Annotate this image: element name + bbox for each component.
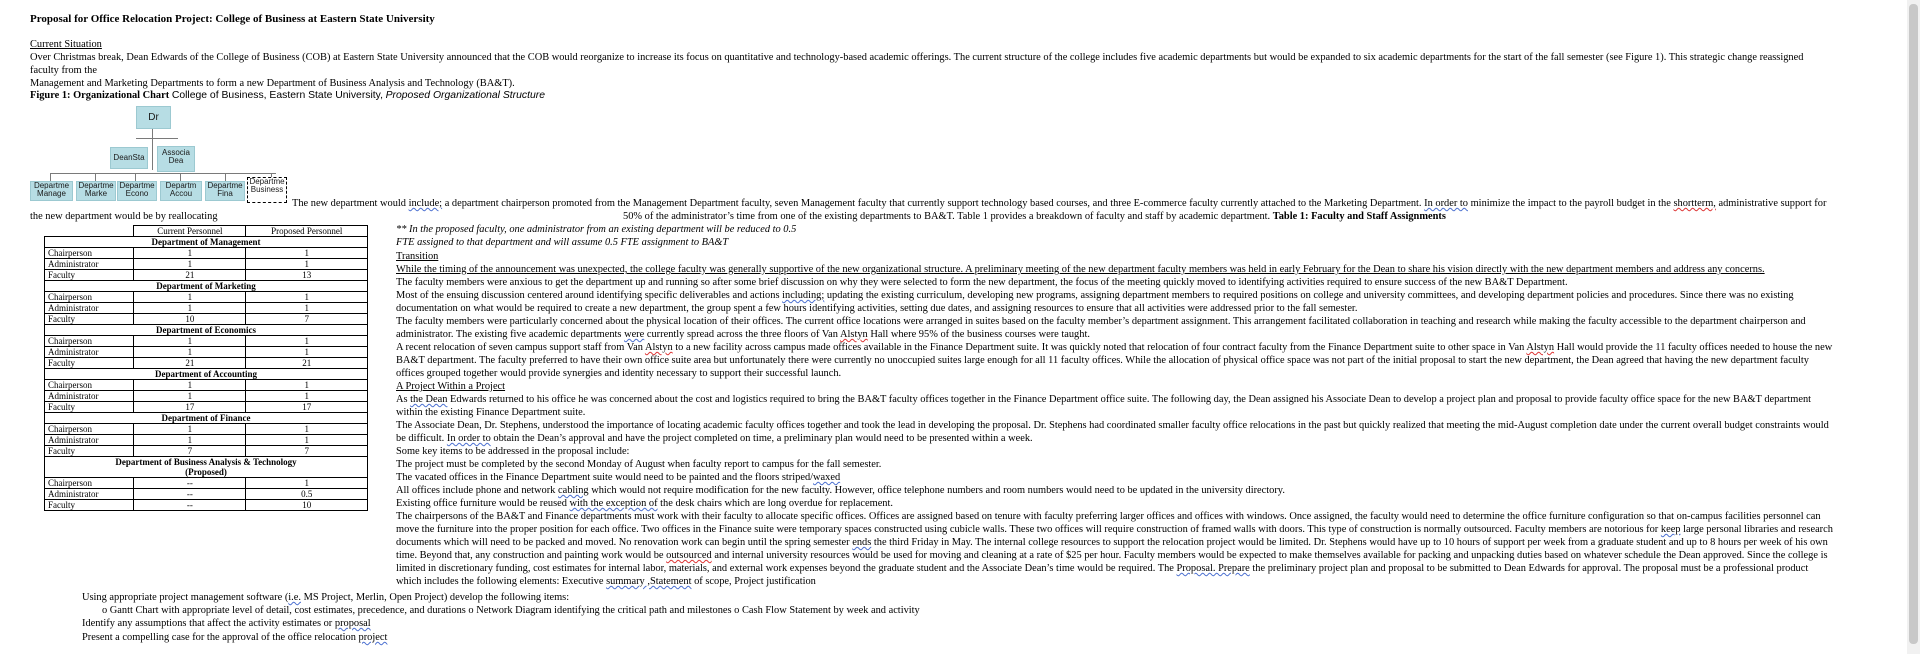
table-row [45, 500, 368, 511]
table-cell: Chairperson [45, 478, 134, 489]
table-cell: Faculty [45, 402, 134, 413]
paragraph-line: Identify any assumptions that affect the activity estimates or proposal [82, 618, 371, 629]
paragraph-line: Over Christmas break, Dean Edwards of the College of Business (COB) at Eastern State University announced that the COB would reorganize to increase its focus on quantitative and technology-based academic offerings. The current structure of the college includes five academic departments but would be expanded to six academic departments for the start of the fall semester (see Figure 1). This strategic change reassigned [30, 52, 1804, 63]
paragraph-line: The faculty members were particularly concerned about the physical location of their offices. The current office locations were arranged in suites based on the faculty member’s department assignment. This arrangement facilitated collaboration in teaching and research while making the faculty accessible to the department chairperson and [396, 316, 1806, 327]
vertical-scrollbar[interactable] [1907, 0, 1920, 654]
table-cell: 1 [134, 347, 246, 358]
section-name: Department of Accounting [155, 369, 257, 379]
table-row [45, 336, 368, 347]
table-cell: Faculty [45, 500, 134, 511]
paragraph-line: The faculty members were anxious to get the department up and running so after some brief discussion on why they were selected to form the new department, the focus of the meeting quickly moved to identifying activities required to ensure success of the new BA&T Department. [396, 277, 1568, 288]
paragraph-line: move the furniture into the proper position for each office. Two offices in the Finance suite were temporary spaces constructed using cubicle walls. These two offices will require construction of framed walls with doors. This type of construction is normally outsourced. Faculty members are notorious for keep large personal libraries and research [396, 524, 1833, 535]
table-cell: -- [134, 489, 246, 500]
table-row [45, 248, 368, 259]
org-box-dept-management: Departme Manage [30, 181, 73, 201]
paragraph-line: A recent relocation of seven campus support staff from Van Alstyn to a new facility across campus made offices available in the Finance Department suite. It was quickly noted that relocation of four contract faculty from the Finance Department suite to other space in Van Alstyn Hall would provide the 11 faculty offices needed to house the new [396, 342, 1833, 353]
table-row [45, 489, 368, 500]
transition-heading: Transition [396, 251, 439, 262]
section-name: Department of Management [151, 237, 261, 247]
table-cell: 7 [134, 446, 246, 457]
table-row [45, 435, 368, 446]
table-section-row [45, 281, 368, 292]
paragraph-line: limited in discretionary funding, cost estimates for internal labor, materials, and external work expenses beyond the graduate student and the Associate Dean’s time would be required. The Proposal. Prepare the preliminary project plan and proposal to be submitted to Dean Edwards for approval. The proposal must be a professional product [396, 563, 1809, 574]
table-cell: 10 [134, 314, 246, 325]
table-cell: Chairperson [45, 292, 134, 303]
table-row [45, 380, 368, 391]
table-cell: 1 [134, 391, 246, 402]
table-row [45, 303, 368, 314]
table-row [45, 292, 368, 303]
table-cell: Faculty [45, 314, 134, 325]
table-cell: 1 [246, 303, 368, 314]
table-cell: 17 [246, 402, 368, 413]
table-cell: 1 [246, 259, 368, 270]
table-cell: Faculty [45, 358, 134, 369]
paragraph-line: Using appropriate project management software (i.e. MS Project, Merlin, Open Project) develop the following items: [82, 592, 570, 603]
table-cell: 1 [246, 347, 368, 358]
section-name: Department of Marketing [156, 281, 256, 291]
table-section-title [45, 281, 368, 292]
table-cell: 7 [246, 314, 368, 325]
paragraph-line: The Associate Dean, Dr. Stephens, understood the importance of locating academic faculty offices together and took the lead in developing the proposal. Dr. Stephens had coordinated smaller faculty office relocations in the past but quickly realized that meeting the mid-August completion date under the current overall budget constraints would [396, 420, 1829, 431]
paragraph-line: The new department would include; a department chairperson promoted from the Management Department faculty, seven Management faculty that currently support technology based courses, and three E-commerce faculty currently attached to the Marketing Department. In order to minimize the impact to the payroll budget in the shortterm, administrative support for [292, 198, 1827, 209]
table-cell: 1 [246, 248, 368, 259]
org-box-dean-staff: DeanSta [110, 147, 148, 169]
table-row [45, 446, 368, 457]
paragraph-line: offices grouped together would provide synergies and identity necessary to support their successful launch. [396, 368, 842, 379]
paragraph-line: The chairpersons of the BA&T and Finance departments must work with their faculty to allocate specific offices. Offices are assigned based on tenure with faculty preferring larger offices and offices with windows. Once assigned, the faculty would need to determine the office furniture configuration so that on-campus facilities personnel can [396, 511, 1821, 522]
paragraph-line: 50% of the administrator’s time from one of the existing departments to BA&T. Table 1 provides a breakdown of faculty and staff by academic department. Table 1: Faculty and Staff Assignments [623, 211, 1446, 222]
paragraph-line: Existing office furniture would be reused with the exception of the desk chairs which are long overdue for replacement. [396, 498, 893, 509]
table-cell: 21 [134, 358, 246, 369]
paragraph-line: Present a compelling case for the approval of the office relocation project [82, 632, 388, 643]
table-cell: -- [134, 500, 246, 511]
table-cell: 13 [246, 270, 368, 281]
table-cell: 1 [246, 478, 368, 489]
paragraph-line: o Gantt Chart with appropriate level of detail, cost estimates, precedence, and durations o Network Diagram identifying the critical path and milestones o Cash Flow Statement by week and activity [102, 605, 920, 616]
paragraph-line: Some key items to be addressed in the proposal include: [396, 446, 630, 457]
footnote: FTE assigned to that department and will assume 0.5 FTE assignment to BA&T [396, 237, 729, 248]
paragraph-line: within the existing Finance Department suite. [396, 407, 586, 418]
table-row [45, 270, 368, 281]
table-cell: 1 [246, 435, 368, 446]
paragraph-line: Most of the ensuing discussion centered around identifying specific deliverables and actions including; updating the existing curriculum, developing new programs, assigning department members to required positions on college and university committees, and developing department policies and procedures. Since there was no existing [396, 290, 1794, 301]
table-cell: Faculty [45, 446, 134, 457]
table-cell: 1 [134, 424, 246, 435]
paragraph-line: be difficult. In order to obtain the Dean’s approval and have the project completed on time, a preliminary plan would need to be presented within a week. [396, 433, 1033, 444]
table-section-row [45, 325, 368, 336]
table-section-row [45, 413, 368, 424]
table-cell: 21 [246, 358, 368, 369]
paragraph-line: BA&T department. The faculty preferred to have their own office suite area but unfortunately there were currently no unoccupied suites large enough for all 11 faculty offices. While the allocation of physical office space was not part of the initial proposal to start the new department, the Dean agreed that having the new department faculty [396, 355, 1809, 366]
table-cell: 1 [134, 292, 246, 303]
table-header-cell: Current Personnel [134, 226, 246, 237]
table-cell: 1 [134, 435, 246, 446]
table-cell: 7 [246, 446, 368, 457]
table-cell: 1 [246, 292, 368, 303]
table-cell: 21 [134, 270, 246, 281]
paragraph-line: Management and Marketing Departments to form a new Department of Business Analysis and Technology (BA&T). [30, 78, 515, 89]
table-cell: 1 [246, 424, 368, 435]
document-title: Proposal for Office Relocation Project: College of Business at Eastern State University [30, 13, 435, 25]
section-name-sub: (Proposed) [185, 467, 227, 477]
table-cell: Administrator [45, 391, 134, 402]
table-cell: Chairperson [45, 336, 134, 347]
table-header-cell [45, 226, 134, 237]
footnote: ** In the proposed faculty, one administrator from an existing department will be reduced to 0.5 [396, 224, 797, 235]
table-section-title [45, 237, 368, 248]
table-cell: 1 [134, 336, 246, 347]
table-cell: Administrator [45, 259, 134, 270]
table-cell: Administrator [45, 347, 134, 358]
table-cell: Faculty [45, 270, 134, 281]
org-box-dept-accounting: Departm Accou [160, 181, 202, 201]
org-box-dept-finance: Departme Fina [205, 181, 245, 201]
table-row [45, 478, 368, 489]
paragraph-line: The vacated offices in the Finance Department suite would need to be painted and the floors striped/waxed [396, 472, 841, 483]
paragraph-line: While the timing of the announcement was unexpected, the college faculty was generally supportive of the new organizational structure. A preliminary meeting of the new department faculty members was held in early February for the Dean to share his vision directly with the new department members and address any concerns. [396, 264, 1765, 275]
table-cell: Administrator [45, 435, 134, 446]
paragraph-line: The project must be completed by the second Monday of August when faculty report to campus for the fall semester. [396, 459, 882, 470]
table-section-row [45, 369, 368, 380]
paragraph-line: As the Dean Edwards returned to his office he was concerned about the cost and logistics required to bring the BA&T faculty offices together in the Finance Department office suite. The following day, the Dean assigned his Associate Dean to develop a project plan and proposal to provide faculty office space for the new BA&T department [396, 394, 1812, 405]
table-section-title [45, 413, 368, 424]
table-row [45, 402, 368, 413]
org-box-dean: Dr [136, 106, 171, 129]
section-name: Department of Economics [156, 325, 256, 335]
table-cell: Chairperson [45, 248, 134, 259]
paragraph-line: documents which will need to be packed and moved. No renovation work can begin until the spring semester ends the third Friday in May. The internal college resources to support the relocation project would be limited. Dr. Stephens would have up to 10 hours of support per week from a graduate student and up to 8 hours per week of his own [396, 537, 1828, 548]
paragraph-line: All offices include phone and network cabling which would not require modification for the new faculty. However, office telephone numbers and room numbers would need to be updated in the university directory. [396, 485, 1285, 496]
table-cell: 0.5 [246, 489, 368, 500]
table-cell: Chairperson [45, 424, 134, 435]
current-situation-heading: Current Situation [30, 39, 102, 50]
paragraph-line: documentation on what would be required to create a new department, the group spent a few hours identifying activities, setting due dates, and assigning resources to ensure that all activities were addressed prior to the fall semester. [396, 303, 1358, 314]
table-cell: Administrator [45, 303, 134, 314]
table-row [45, 259, 368, 270]
org-box-dept-marketing: Departme Marke [76, 181, 116, 201]
paragraph-line: the new department would be by reallocating [30, 211, 218, 222]
table-section-title [45, 457, 368, 478]
table-cell: 17 [134, 402, 246, 413]
scrollbar-thumb[interactable] [1909, 4, 1918, 644]
table-row [45, 391, 368, 402]
paragraph-line: administrator. The existing five academic departments were currently spread across the three floors of Van Alstyn Hall where 95% of the business courses were taught. [396, 329, 1090, 340]
section-name: Department of Finance [161, 413, 251, 423]
table-row [45, 347, 368, 358]
table-header-row [45, 226, 368, 237]
table-section-title [45, 369, 368, 380]
table-cell: Administrator [45, 489, 134, 500]
table-section-title [45, 325, 368, 336]
table-cell: 1 [134, 259, 246, 270]
table-cell: 1 [134, 248, 246, 259]
table-row [45, 358, 368, 369]
table-cell: 1 [246, 391, 368, 402]
table-row [45, 424, 368, 435]
table-cell: -- [134, 478, 246, 489]
table-cell: 10 [246, 500, 368, 511]
table-cell: 1 [134, 303, 246, 314]
table-section-row [45, 237, 368, 248]
table-cell: 1 [246, 380, 368, 391]
project-heading: A Project Within a Project [396, 381, 506, 392]
table-section-row [45, 457, 368, 478]
table-row [45, 314, 368, 325]
table-cell: 1 [134, 380, 246, 391]
org-box-dept-bat: Departme Business [247, 177, 287, 203]
faculty-staff-table [44, 225, 368, 511]
figure-caption: Figure 1: Organizational Chart College of Business, Eastern State University, Proposed Organizational Structure [30, 90, 546, 101]
org-box-dept-economics: Departme Econo [117, 181, 157, 201]
paragraph-line: time. Beyond that, any construction and painting work would be outsourced and internal university resources would be used for moving and cleaning at a rate of $25 per hour. Faculty members would be expected to make themselves available for packing and unpacking duties based on whatever schedule the Dean approved. Since the college is [396, 550, 1828, 561]
paragraph-line: faculty from the [30, 65, 97, 76]
org-box-associate-dean: Associa Dea [157, 146, 195, 172]
table-cell: 1 [246, 336, 368, 347]
section-name: Department of Business Analysis & Technology [115, 457, 297, 467]
paragraph-line: which includes the following elements: Executive summary ,Statement of scope, Project justification [396, 576, 816, 587]
table-header-cell: Proposed Personnel [246, 226, 368, 237]
table-cell: Chairperson [45, 380, 134, 391]
